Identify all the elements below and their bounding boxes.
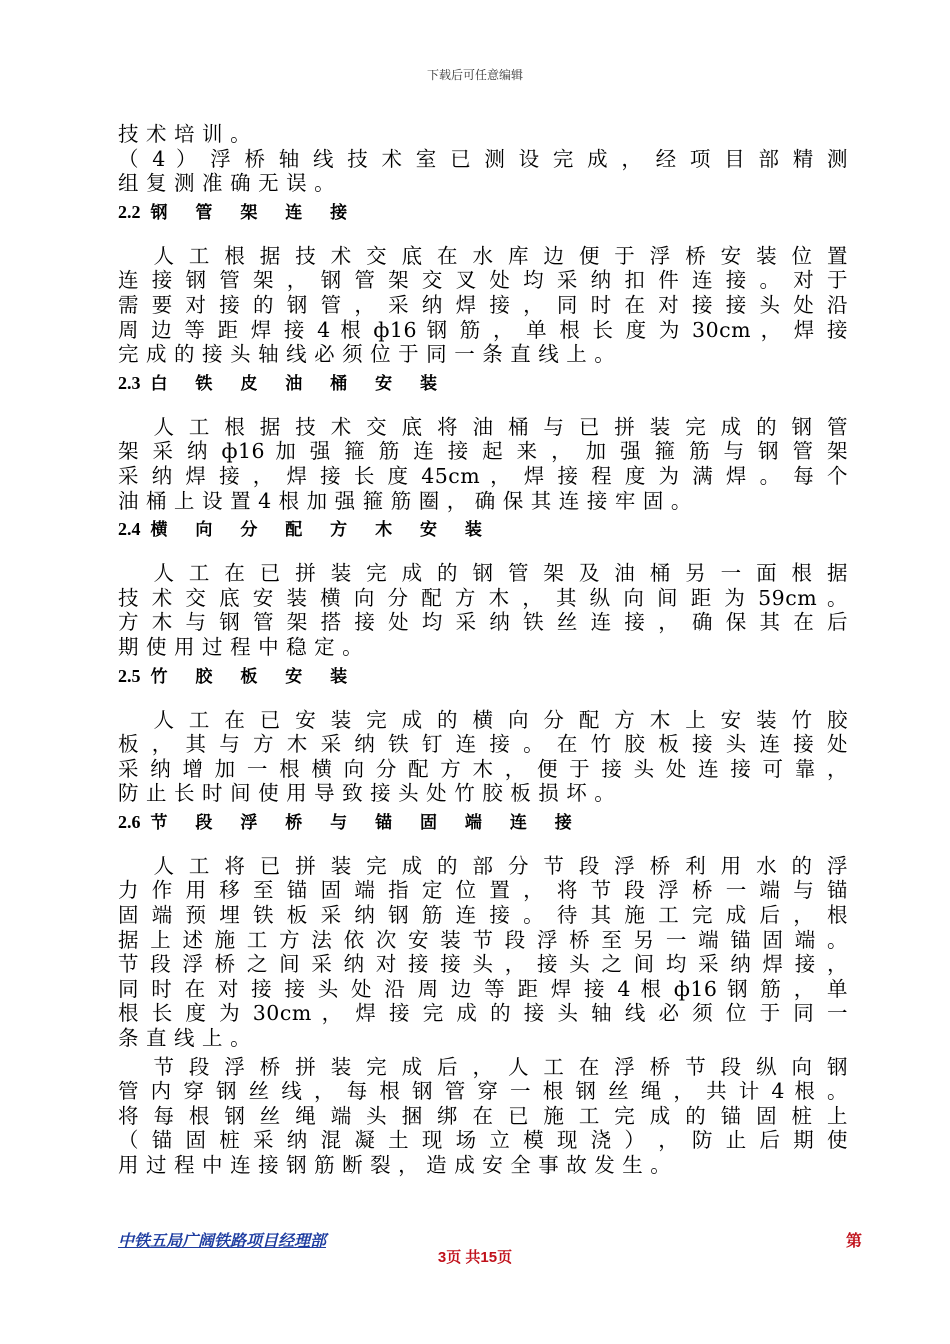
text-line: 采 纳 增 加 一 根 横 向 分 配 方 木 ， 便 于 接 头 处 连 接 可 靠 ， bbox=[118, 756, 848, 781]
text-line: 固 端 预 埋 铁 板 采 纳 钢 筋 连 接 。 待 其 施 工 完 成 后 ， 根 bbox=[118, 903, 848, 928]
text-line: 人 工 将 已 拼 装 完 成 的 部 分 节 段 浮 桥 利 用 水 的 浮 bbox=[118, 853, 848, 878]
text-line: 需 要 对 接 的 钢 管 ， 采 纳 焊 接 ， 同 时 在 对 接 接 头 处 沿 bbox=[118, 292, 848, 317]
text-line: 力 作 用 移 至 锚 固 端 指 定 位 置 ， 将 节 段 浮 桥 一 端 与 锚 bbox=[118, 878, 848, 903]
section-heading-2-4: 2.4 横 向 分 配 方 木 安 装 bbox=[118, 519, 493, 541]
text-line: 人 工 在 已 拼 装 完 成 的 钢 管 架 及 油 桶 另 一 面 根 据 bbox=[118, 561, 848, 586]
footer-organization: 中铁五局广阔铁路项目经理部 bbox=[118, 1233, 327, 1250]
text-line: 技 术 培 训 。 bbox=[118, 122, 252, 146]
section-paragraph bbox=[118, 244, 848, 367]
intro-paragraph bbox=[118, 122, 848, 196]
text-line: 同 时 在 对 接 接 头 处 沿 周 边 等 距 焊 接 4 根 ф16 钢 筋 ， 单 bbox=[118, 976, 848, 1001]
text-line: 用 过 程 中 连 接 钢 筋 断 裂 ， 造 成 安 全 事 故 发 生 。 bbox=[118, 1153, 672, 1177]
text-line: 方 木 与 钢 管 架 搭 接 处 均 采 纳 铁 丝 连 接 ， 确 保 其 在 后 bbox=[118, 610, 848, 635]
section-heading-2-2: 2.2 钢 管 架 连 接 bbox=[118, 201, 359, 223]
text-line: 架 采 纳 ф16 加 强 箍 筋 连 接 起 来 ， 加 强 箍 筋 与 钢 管 架 bbox=[118, 439, 848, 464]
page-number: 3页 共15页 bbox=[437, 1249, 513, 1266]
text-line: 节 段 浮 桥 拼 装 完 成 后 ， 人 工 在 浮 桥 节 段 纵 向 钢 bbox=[118, 1054, 848, 1079]
text-line: （ 锚 固 桩 采 纳 混 凝 土 现 场 立 模 现 浇 ） ， 防 止 后 期 使 bbox=[118, 1128, 848, 1153]
text-line: 油 桶 上 设 置 4 根 加 强 箍 筋 圈 ， 确 保 其 连 接 牢 固 。 bbox=[118, 488, 692, 513]
text-line: （ 4 ） 浮 桥 轴 线 技 术 室 已 测 设 完 成 ， 经 项 目 部 精 测 bbox=[118, 146, 848, 171]
text-line: 管 内 穿 钢 丝 线 ， 每 根 钢 管 穿 一 根 钢 丝 绳 ， 共 计 4 根 。 bbox=[118, 1079, 848, 1104]
text-line: 根 长 度 为 30cm ， 焊 接 完 成 的 接 头 轴 线 必 须 位 于 同 一 bbox=[118, 1001, 848, 1026]
section-paragraph bbox=[118, 1055, 848, 1178]
text-line: 组 复 测 准 确 无 误 。 bbox=[118, 171, 336, 196]
document-body bbox=[118, 122, 848, 1182]
footer-di-label: 第 bbox=[845, 1233, 862, 1250]
text-line: 技 术 交 底 安 装 横 向 分 配 方 木 ， 其 纵 向 间 距 为 59cm 。 bbox=[118, 585, 848, 610]
text-line: 期 使 用 过 程 中 稳 定 。 bbox=[118, 634, 364, 659]
text-line: 将 每 根 钢 丝 绳 端 头 捆 绑 在 已 施 工 完 成 的 锚 固 桩 上 bbox=[118, 1103, 848, 1128]
text-line: 采 纳 焊 接 ， 焊 接 长 度 45cm ， 焊 接 程 度 为 满 焊 。 每 个 bbox=[118, 463, 848, 488]
text-line: 防 止 长 时 间 使 用 导 致 接 头 处 竹 胶 板 损 坏 。 bbox=[118, 781, 616, 806]
text-line: 节 段 浮 桥 之 间 采 纳 对 接 接 头 ， 接 头 之 间 均 采 纳 焊 接 ， bbox=[118, 952, 848, 977]
section-heading-2-3: 2.3 白 铁 皮 油 桶 安 装 bbox=[118, 372, 449, 394]
text-line: 周 边 等 距 焊 接 4 根 ф16 钢 筋 ， 单 根 长 度 为 30cm ， 焊 接 bbox=[118, 317, 848, 342]
text-line: 完 成 的 接 头 轴 线 必 须 位 于 同 一 条 直 线 上 。 bbox=[118, 342, 616, 367]
text-line: 人 工 根 据 技 术 交 底 在 水 库 边 便 于 浮 桥 安 装 位 置 bbox=[118, 243, 848, 268]
section-heading-2-5: 2.5 竹 胶 板 安 装 bbox=[118, 665, 359, 687]
section-paragraph bbox=[118, 561, 848, 659]
text-line: 条 直 线 上 。 bbox=[118, 1026, 252, 1051]
header-watermark: 下载后可任意编辑 bbox=[426, 68, 523, 82]
text-line: 人 工 根 据 技 术 交 底 将 油 桶 与 已 拼 装 完 成 的 钢 管 bbox=[118, 414, 848, 439]
text-line: 板 ， 其 与 方 木 采 纳 铁 钉 连 接 。 在 竹 胶 板 接 头 连 接 处 bbox=[118, 732, 848, 757]
section-paragraph bbox=[118, 854, 848, 1051]
text-line: 连 接 钢 管 架 ， 钢 管 架 交 叉 处 均 采 纳 扣 件 连 接 。 对 于 bbox=[118, 268, 848, 293]
section-heading-2-6: 2.6 节 段 浮 桥 与 锚 固 端 连 接 bbox=[118, 811, 583, 833]
text-line: 人 工 在 已 安 装 完 成 的 横 向 分 配 方 木 上 安 装 竹 胶 bbox=[118, 707, 848, 732]
section-paragraph bbox=[118, 415, 848, 513]
text-line: 据 上 述 施 工 方 法 依 次 安 装 节 段 浮 桥 至 另 一 端 锚 固 端 。 bbox=[118, 927, 848, 952]
section-paragraph bbox=[118, 708, 848, 806]
